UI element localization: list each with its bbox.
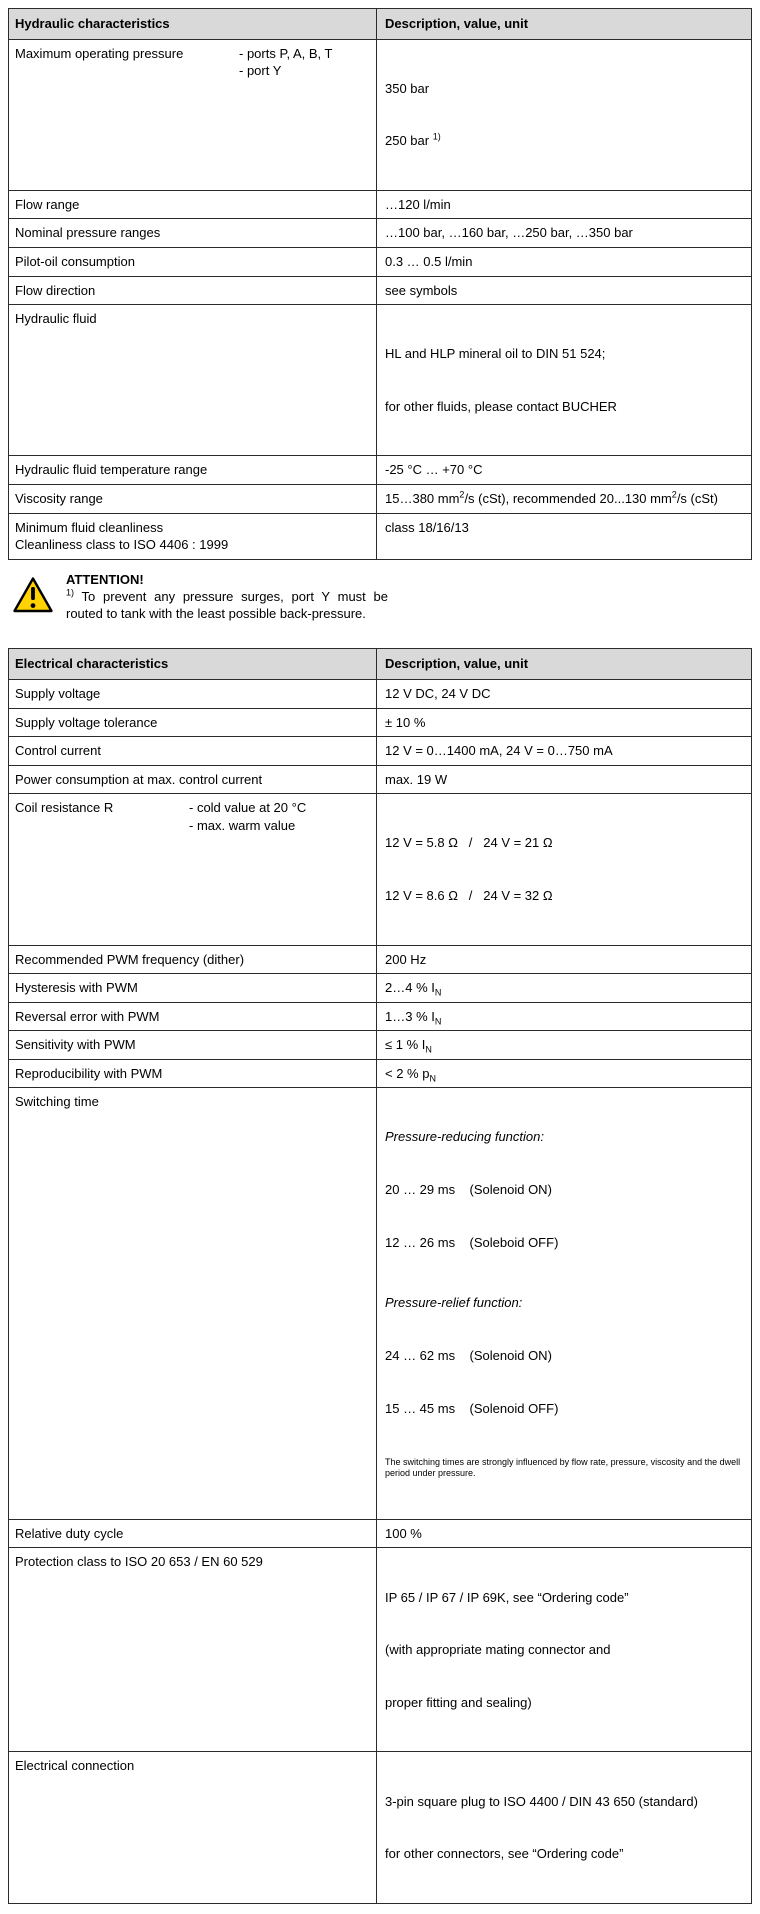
row-label: Control current bbox=[15, 743, 101, 759]
value-line: for other connectors, see “Ordering code” bbox=[385, 1846, 624, 1862]
value-line: 15 … 45 ms (Solenoid OFF) bbox=[385, 1400, 559, 1416]
row-value: 100 % bbox=[376, 1520, 751, 1548]
row-label: Viscosity range bbox=[15, 491, 103, 507]
value-line: for other fluids, please contact BUCHER bbox=[385, 398, 617, 414]
table-row bbox=[9, 1087, 751, 1519]
row-label: Flow direction bbox=[15, 282, 96, 298]
footnote-ref: 1) bbox=[66, 587, 75, 598]
value-footnote: The switching times are strongly influenced by flow rate, pressure, viscosity and the dwell period under pressure. bbox=[385, 1457, 743, 1479]
table-row bbox=[9, 736, 751, 765]
value-line: 24 … 62 ms (Solenoid ON) bbox=[385, 1347, 552, 1363]
row-label: Reversal error with PWM bbox=[15, 1008, 160, 1024]
table-header-value: Description, value, unit bbox=[376, 649, 751, 679]
row-label: Supply voltage bbox=[15, 686, 101, 701]
row-value: …120 l/min bbox=[376, 191, 751, 219]
row-sublabel: - ports P, A, B, T bbox=[239, 45, 333, 61]
row-label: Power consumption at max. control current bbox=[15, 771, 263, 787]
row-value: 2…4 % $I_N$ bbox=[376, 974, 751, 1002]
row-value bbox=[376, 794, 751, 944]
value-line: 350 bar bbox=[385, 80, 430, 96]
table-row bbox=[9, 218, 751, 247]
table-row bbox=[9, 1002, 751, 1031]
row-label-text: Coil resistance R bbox=[15, 800, 114, 816]
value-line: HL and HLP mineral oil to DIN 51 524; bbox=[385, 346, 606, 362]
superscript: 2 bbox=[459, 489, 465, 500]
table-row bbox=[9, 484, 751, 513]
row-value: class 18/16/13 bbox=[376, 514, 751, 559]
row-label: Sensitivity with PWM bbox=[15, 1037, 136, 1053]
row-label bbox=[9, 40, 376, 190]
row-label: Protection class to ISO 20 653 / EN 60 529 bbox=[15, 1554, 263, 1570]
table-row bbox=[9, 793, 751, 944]
value-heading: Pressure-reducing function: bbox=[385, 1129, 544, 1145]
attention-text bbox=[66, 572, 388, 623]
value-line: 12 V = 5.8 Ω / 24 V = 21 Ω bbox=[385, 835, 553, 851]
row-label bbox=[9, 794, 376, 944]
table-row bbox=[9, 679, 751, 708]
value-line: 3-pin square plug to ISO 4400 / DIN 43 650 (standard) bbox=[385, 1793, 698, 1809]
row-value: 12 V DC, 24 V DC bbox=[376, 680, 751, 708]
table-row bbox=[9, 304, 751, 455]
subscript: N bbox=[429, 1073, 436, 1084]
value-heading: Pressure-relief function: bbox=[385, 1295, 523, 1311]
table-row bbox=[9, 39, 751, 190]
row-label: Relative duty cycle bbox=[15, 1525, 124, 1541]
attention-block bbox=[12, 572, 752, 623]
row-value bbox=[376, 1548, 751, 1751]
table-row bbox=[9, 1547, 751, 1751]
row-value bbox=[376, 1088, 751, 1519]
row-label: Recommended PWM frequency (dither) bbox=[15, 951, 245, 967]
hydraulic-table bbox=[8, 8, 752, 560]
row-label: Electrical connection bbox=[15, 1758, 135, 1774]
row-value: ≤ 1 % $I_N$ bbox=[376, 1031, 751, 1059]
row-label: Supply voltage tolerance bbox=[15, 714, 158, 730]
row-value: max. 19 W bbox=[376, 766, 751, 794]
subscript: N bbox=[425, 1044, 432, 1055]
table-row bbox=[9, 765, 751, 794]
row-value: 200 Hz bbox=[376, 946, 751, 974]
table-row bbox=[9, 247, 751, 276]
attention-title: ATTENTION! bbox=[66, 571, 144, 587]
row-value bbox=[376, 305, 751, 455]
electrical-table bbox=[8, 648, 752, 1903]
value-line: 12 … 26 ms (Soleboid OFF) bbox=[385, 1234, 559, 1250]
row-label: Switching time bbox=[15, 1094, 99, 1110]
subscript: N bbox=[434, 1016, 442, 1027]
row-value bbox=[376, 40, 751, 190]
superscript: 2 bbox=[671, 489, 677, 500]
table-row bbox=[9, 276, 751, 305]
table-row bbox=[9, 945, 751, 974]
hydraulic-table-header bbox=[9, 9, 751, 39]
table-header-label: Hydraulic characteristics bbox=[15, 16, 170, 31]
row-value: 15…380 $mm^2/s$ (cSt), recommended 20...130 $mm^2/s$ (cSt) bbox=[376, 485, 751, 513]
row-label-line: Minimum fluid cleanliness bbox=[15, 519, 164, 535]
table-row bbox=[9, 1030, 751, 1059]
row-value bbox=[376, 1752, 751, 1902]
row-label: Pilot-oil consumption bbox=[15, 254, 135, 270]
table-row bbox=[9, 190, 751, 219]
row-sublabel: - cold value at 20 °C bbox=[189, 800, 307, 816]
row-label: Reproducibility with PWM bbox=[15, 1065, 163, 1081]
row-label: Flow range bbox=[15, 196, 80, 212]
warning-icon bbox=[12, 572, 56, 617]
row-value: < 2 % $p_N$ bbox=[376, 1060, 751, 1088]
table-header-value: Description, value, unit bbox=[376, 9, 751, 39]
row-sublabel: - max. warm value bbox=[189, 817, 296, 833]
row-label: Hydraulic fluid temperature range bbox=[15, 462, 208, 478]
footnote-ref: 1) bbox=[432, 131, 441, 142]
attention-note: $^{1)}$ To prevent any pressure surges, port Y must be routed to tank with the least possible back-pressure. bbox=[66, 587, 388, 621]
table-row bbox=[9, 455, 751, 484]
row-value: 1…3 % $I_N$ bbox=[376, 1003, 751, 1031]
table-row bbox=[9, 513, 751, 559]
row-value: …100 bar, …160 bar, …250 bar, …350 bar bbox=[376, 219, 751, 247]
row-value: see symbols bbox=[376, 277, 751, 305]
table-row bbox=[9, 708, 751, 737]
table-row bbox=[9, 1519, 751, 1548]
row-label bbox=[9, 514, 376, 559]
row-sublabels bbox=[189, 799, 306, 834]
row-sublabel: - port Y bbox=[239, 63, 282, 79]
row-label: Hydraulic fluid bbox=[15, 311, 97, 327]
electrical-table-header bbox=[9, 649, 751, 679]
row-label: Nominal pressure ranges bbox=[15, 225, 161, 241]
row-value: ± 10 % bbox=[376, 709, 751, 737]
subscript: N bbox=[434, 987, 442, 998]
value-line: 250 bar $^{1)}$ bbox=[385, 131, 441, 149]
table-row bbox=[9, 973, 751, 1002]
row-label-line: Cleanliness class to ISO 4406 : 1999 bbox=[15, 537, 229, 553]
value-line: IP 65 / IP 67 / IP 69K, see “Ordering code” bbox=[385, 1589, 629, 1605]
row-value: 12 V = 0…1400 mA, 24 V = 0…750 mA bbox=[376, 737, 751, 765]
row-label-text: Maximum operating pressure bbox=[15, 45, 184, 61]
table-row bbox=[9, 1059, 751, 1088]
row-value: -25 °C … +70 °C bbox=[376, 456, 751, 484]
table-header-label: Electrical characteristics bbox=[15, 656, 169, 672]
table-row bbox=[9, 1751, 751, 1902]
value-line: proper fitting and sealing) bbox=[385, 1694, 532, 1710]
value-line: (with appropriate mating connector and bbox=[385, 1642, 611, 1658]
value-line: 12 V = 8.6 Ω / 24 V = 32 Ω bbox=[385, 887, 553, 903]
row-value: 0.3 … 0.5 l/min bbox=[376, 248, 751, 276]
row-sublabels bbox=[239, 45, 332, 80]
value-line: 20 … 29 ms (Solenoid ON) bbox=[385, 1182, 552, 1198]
row-label: Hysteresis with PWM bbox=[15, 980, 138, 996]
